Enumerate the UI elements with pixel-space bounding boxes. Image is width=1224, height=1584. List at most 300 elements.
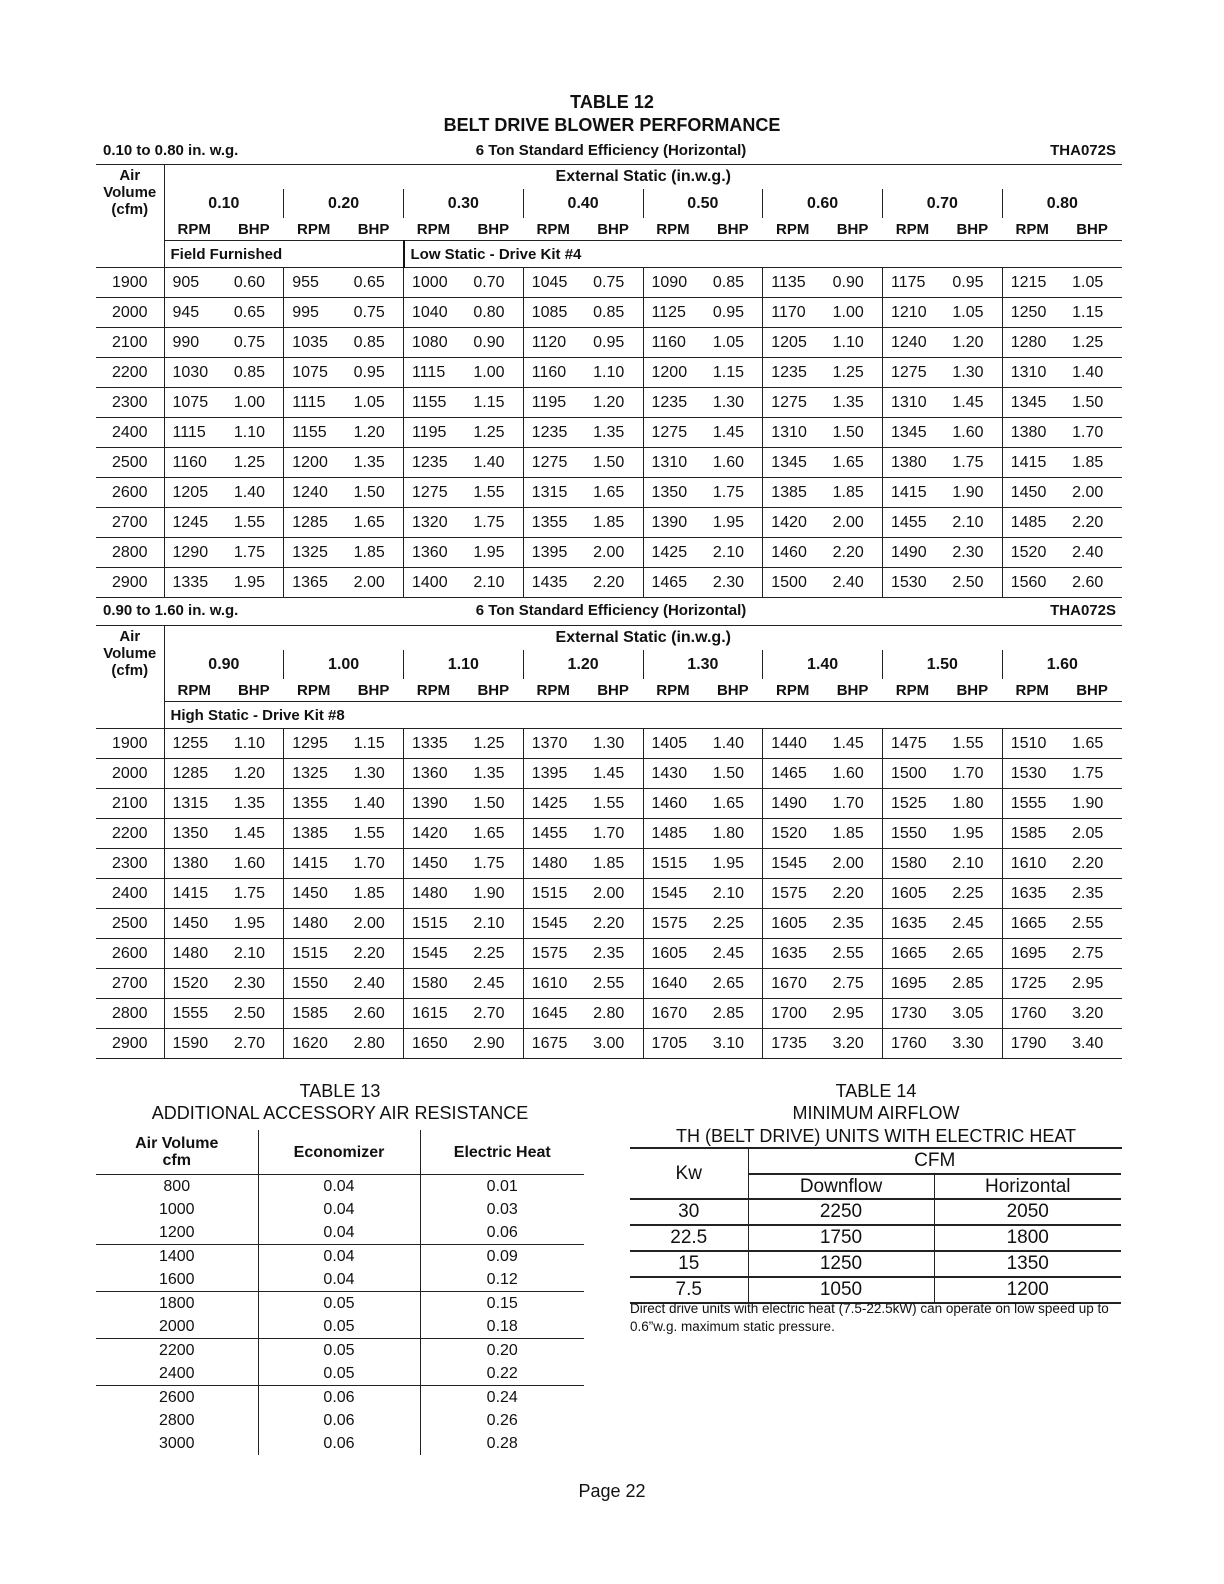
minimum-airflow-table: [630, 1149, 1121, 1304]
table-row: [96, 1198, 584, 1221]
static-header: 0.70: [883, 189, 1003, 218]
static-header: 0.40: [523, 189, 643, 218]
bhp-cell: 3.10: [703, 1029, 763, 1059]
rpm-cell: 995: [284, 298, 344, 328]
bhp-cell: 1.30: [344, 759, 404, 789]
bhp-cell: 2.00: [344, 909, 404, 939]
economizer-cell: 0.05: [258, 1292, 420, 1316]
rpm-cell: 1450: [284, 879, 344, 909]
bhp-cell: 1.70: [583, 819, 643, 849]
bhp-cell: 1.00: [823, 298, 883, 328]
section2-range: 0.90 to 1.60 in. w.g.: [103, 602, 239, 619]
electric-heat-cell: 0.18: [420, 1315, 584, 1339]
bhp-cell: 1.20: [583, 388, 643, 418]
rpm-header: RPM: [536, 220, 570, 238]
bhp-cell: 1.45: [942, 388, 1002, 418]
rpm-cell: 1620: [284, 1029, 344, 1059]
rpm-cell: 905: [164, 268, 224, 298]
rpm-cell: 1405: [643, 729, 703, 759]
bhp-cell: 1.85: [344, 538, 404, 568]
accessory-resistance-table: [96, 1130, 584, 1455]
table-row: [96, 388, 1122, 418]
rpm-cell: 1380: [883, 448, 943, 478]
bhp-cell: 1.55: [224, 508, 284, 538]
cfm-cell: 2100: [96, 328, 164, 358]
rpm-cell: 1605: [763, 909, 823, 939]
rpm-cell: 1585: [284, 999, 344, 1029]
bhp-cell: 1.10: [224, 418, 284, 448]
rpm-cell: 1575: [523, 939, 583, 969]
rpm-cell: 1475: [883, 729, 943, 759]
table-row: [96, 268, 1122, 298]
bhp-cell: 1.85: [1062, 448, 1122, 478]
horizontal-header: Horizontal: [934, 1174, 1121, 1199]
bhp-cell: 2.00: [823, 508, 883, 538]
rpm-cell: 1605: [643, 939, 703, 969]
bhp-cell: 1.20: [942, 328, 1002, 358]
rpm-cell: 1515: [523, 879, 583, 909]
bhp-cell: 1.60: [942, 418, 1002, 448]
rpm-cell: 1235: [643, 388, 703, 418]
downflow-cell: 1050: [748, 1277, 934, 1303]
bhp-cell: 3.30: [942, 1029, 1002, 1059]
cfm-cell: 1900: [96, 729, 164, 759]
cfm-header: CFM: [748, 1149, 1121, 1174]
rpm-cell: 1575: [643, 909, 703, 939]
section1-range: 0.10 to 0.80 in. w.g.: [103, 142, 239, 159]
table-row: [96, 939, 1122, 969]
rpm-cell: 1700: [763, 999, 823, 1029]
rpm-cell: 1345: [763, 448, 823, 478]
rpm-cell: 1605: [883, 879, 943, 909]
table-row: [96, 418, 1122, 448]
table-row: [96, 1245, 584, 1269]
rpm-cell: 1580: [883, 849, 943, 879]
bhp-cell: 1.15: [703, 358, 763, 388]
cfm-cell: 2400: [96, 418, 164, 448]
rpm-header: RPM: [416, 220, 451, 238]
bhp-cell: 1.20: [224, 759, 284, 789]
bhp-cell: 0.95: [942, 268, 1002, 298]
rpm-cell: 1440: [763, 729, 823, 759]
rpm-cell: 1335: [404, 729, 464, 759]
bhp-header: BHP: [357, 220, 390, 238]
kw-cell: 15: [630, 1251, 748, 1277]
rpm-header: RPM: [776, 681, 810, 699]
bhp-cell: 2.35: [583, 939, 643, 969]
rpm-cell: 1205: [164, 478, 224, 508]
rpm-cell: 1345: [883, 418, 943, 448]
electric-heat-cell: 0.06: [420, 1221, 584, 1245]
rpm-cell: 1235: [763, 358, 823, 388]
rpm-cell: 1480: [523, 849, 583, 879]
external-static-header: External Static (in.w.g.): [164, 626, 1122, 651]
electric-heat-cell: 0.15: [420, 1292, 584, 1316]
rpm-header: RPM: [536, 681, 570, 699]
bhp-cell: 1.05: [942, 298, 1002, 328]
bhp-cell: 2.30: [224, 969, 284, 999]
cfm-cell: 2400: [96, 879, 164, 909]
table-row: [96, 1268, 584, 1292]
bhp-cell: 1.75: [703, 478, 763, 508]
cfm-cell: 2800: [96, 538, 164, 568]
bhp-cell: 1.90: [463, 879, 523, 909]
rpm-cell: 1500: [763, 568, 823, 598]
rpm-cell: 1580: [404, 969, 464, 999]
bhp-cell: 1.60: [823, 759, 883, 789]
rpm-cell: 1285: [284, 508, 344, 538]
section1-model: THA072S: [1050, 142, 1116, 159]
bhp-cell: 1.15: [1062, 298, 1122, 328]
bhp-cell: 1.65: [1062, 729, 1122, 759]
bhp-cell: 0.90: [463, 328, 523, 358]
bhp-cell: 2.10: [703, 538, 763, 568]
cfm-cell: 2000: [96, 1315, 258, 1339]
horizontal-cell: 1350: [934, 1251, 1121, 1277]
bhp-cell: 2.70: [224, 1029, 284, 1059]
rpm-cell: 1380: [164, 849, 224, 879]
bhp-cell: 1.25: [463, 418, 523, 448]
bhp-cell: 2.85: [703, 999, 763, 1029]
bhp-cell: 2.20: [823, 538, 883, 568]
bhp-cell: 3.00: [583, 1029, 643, 1059]
table-row: [96, 1362, 584, 1386]
rpm-cell: 1160: [643, 328, 703, 358]
rpm-cell: 1485: [643, 819, 703, 849]
static-header: 0.10: [208, 194, 240, 212]
rpm-header: RPM: [177, 220, 211, 238]
bhp-cell: 2.00: [344, 568, 404, 598]
table-row: [96, 568, 1122, 598]
rpm-cell: 1665: [883, 939, 943, 969]
rpm-cell: 1275: [523, 448, 583, 478]
bhp-cell: 2.20: [1062, 508, 1122, 538]
bhp-cell: 1.85: [823, 478, 883, 508]
rpm-cell: 1235: [523, 418, 583, 448]
rpm-cell: 1500: [883, 759, 943, 789]
rpm-cell: 1415: [164, 879, 224, 909]
rpm-cell: 1420: [404, 819, 464, 849]
kit-field-furnished: Field Furnished: [164, 241, 404, 268]
bhp-cell: 2.55: [1062, 909, 1122, 939]
bhp-header: BHP: [597, 220, 629, 238]
bhp-cell: 2.00: [583, 538, 643, 568]
electric-heat-cell: 0.20: [420, 1339, 584, 1363]
rpm-cell: 1290: [164, 538, 224, 568]
bhp-cell: 2.10: [942, 508, 1002, 538]
section2-bar: [100, 600, 1122, 620]
bhp-cell: 1.95: [703, 849, 763, 879]
cfm-cell: 2300: [96, 388, 164, 418]
rpm-cell: 1255: [164, 729, 224, 759]
rpm-header: RPM: [177, 681, 211, 699]
economizer-cell: 0.05: [258, 1362, 420, 1386]
rpm-cell: 1075: [284, 358, 344, 388]
rpm-cell: 1350: [164, 819, 224, 849]
bhp-cell: 2.30: [703, 568, 763, 598]
bhp-cell: 1.40: [1062, 358, 1122, 388]
bhp-cell: 2.25: [942, 879, 1002, 909]
bhp-cell: 1.40: [703, 729, 763, 759]
table-row: [96, 358, 1122, 388]
rpm-cell: 1170: [763, 298, 823, 328]
rpm-cell: 1545: [523, 909, 583, 939]
bhp-cell: 1.20: [344, 418, 404, 448]
page-number: Page 22: [578, 1481, 646, 1501]
table-row: [96, 819, 1122, 849]
table-row: [96, 1221, 584, 1245]
table-row: [630, 1251, 1121, 1277]
bhp-cell: 1.25: [463, 729, 523, 759]
bhp-cell: 1.40: [224, 478, 284, 508]
cfm-cell: 1200: [96, 1221, 258, 1245]
bhp-cell: 2.05: [1062, 819, 1122, 849]
rpm-cell: 1615: [404, 999, 464, 1029]
rpm-cell: 1425: [643, 538, 703, 568]
rpm-cell: 1310: [1002, 358, 1062, 388]
bhp-header: BHP: [1076, 220, 1108, 238]
rpm-cell: 1635: [883, 909, 943, 939]
table-row: [630, 1199, 1121, 1225]
rpm-cell: 1490: [763, 789, 823, 819]
rpm-cell: 1245: [164, 508, 224, 538]
bhp-cell: 1.10: [583, 358, 643, 388]
bhp-cell: 2.80: [583, 999, 643, 1029]
bhp-cell: 2.45: [942, 909, 1002, 939]
rpm-cell: 1555: [1002, 789, 1062, 819]
bhp-cell: 1.55: [344, 819, 404, 849]
bhp-cell: 1.30: [703, 388, 763, 418]
rpm-cell: 1450: [404, 849, 464, 879]
bhp-cell: 0.85: [583, 298, 643, 328]
bhp-header: BHP: [716, 681, 749, 699]
rpm-cell: 1155: [284, 418, 344, 448]
rpm-cell: 1235: [404, 448, 464, 478]
economizer-header: Economizer: [258, 1130, 420, 1175]
rpm-cell: 1370: [523, 729, 583, 759]
bhp-cell: 2.95: [823, 999, 883, 1029]
rpm-cell: 1310: [883, 388, 943, 418]
rpm-cell: 1325: [284, 538, 344, 568]
bhp-cell: 0.85: [224, 358, 284, 388]
table-row: [96, 1386, 584, 1410]
table-row: [96, 999, 1122, 1029]
rpm-cell: 1450: [1002, 478, 1062, 508]
rpm-cell: 1275: [883, 358, 943, 388]
cfm-cell: 2000: [96, 298, 164, 328]
rpm-cell: 1545: [643, 879, 703, 909]
bhp-cell: 2.20: [823, 879, 883, 909]
rpm-cell: 1460: [763, 538, 823, 568]
rpm-cell: 1350: [643, 478, 703, 508]
table-row: [96, 789, 1122, 819]
static-header: 1.40: [763, 650, 883, 679]
rpm-cell: 1000: [404, 268, 464, 298]
rpm-cell: 1670: [643, 999, 703, 1029]
downflow-header: Downflow: [748, 1174, 934, 1199]
rpm-cell: 1735: [763, 1029, 823, 1059]
cfm-cell: 2600: [96, 478, 164, 508]
rpm-header: RPM: [656, 220, 690, 238]
bhp-cell: 1.25: [823, 358, 883, 388]
rpm-cell: 1295: [284, 729, 344, 759]
rpm-cell: 1195: [404, 418, 464, 448]
bhp-cell: 2.55: [583, 969, 643, 999]
rpm-cell: 1400: [404, 568, 464, 598]
rpm-cell: 1200: [643, 358, 703, 388]
rpm-cell: 1320: [404, 508, 464, 538]
bhp-cell: 2.20: [583, 568, 643, 598]
rpm-cell: 955: [284, 268, 344, 298]
rpm-header: RPM: [297, 220, 331, 238]
rpm-cell: 1175: [883, 268, 943, 298]
bhp-cell: 0.95: [703, 298, 763, 328]
bhp-cell: 1.50: [583, 448, 643, 478]
rpm-cell: 1650: [404, 1029, 464, 1059]
static-header: 1.10: [404, 650, 524, 679]
bhp-cell: 1.35: [583, 418, 643, 448]
rpm-cell: 1135: [763, 268, 823, 298]
bhp-cell: 1.90: [942, 478, 1002, 508]
bhp-cell: 1.05: [1062, 268, 1122, 298]
rpm-cell: 1450: [164, 909, 224, 939]
bhp-cell: 2.10: [463, 909, 523, 939]
table-row: [96, 1175, 584, 1199]
cfm-cell: 2000: [96, 759, 164, 789]
bhp-cell: 1.95: [224, 909, 284, 939]
bhp-cell: 0.95: [583, 328, 643, 358]
table-row: [96, 729, 1122, 759]
rpm-cell: 1420: [763, 508, 823, 538]
static-header: 1.30: [643, 650, 763, 679]
bhp-cell: 1.65: [823, 448, 883, 478]
bhp-cell: 2.50: [224, 999, 284, 1029]
rpm-cell: 1465: [643, 568, 703, 598]
rpm-header: RPM: [297, 681, 331, 699]
rpm-header: RPM: [416, 681, 451, 699]
rpm-cell: 1530: [883, 568, 943, 598]
bhp-header: BHP: [956, 220, 989, 238]
table-row: [96, 969, 1122, 999]
bhp-cell: 0.65: [344, 268, 404, 298]
rpm-cell: 1360: [404, 759, 464, 789]
table-row: [96, 879, 1122, 909]
bhp-cell: 0.60: [224, 268, 284, 298]
rpm-cell: 1575: [763, 879, 823, 909]
rpm-cell: 1155: [404, 388, 464, 418]
rpm-cell: 1090: [643, 268, 703, 298]
cfm-cell: 2600: [96, 939, 164, 969]
bhp-cell: 1.10: [224, 729, 284, 759]
bhp-cell: 0.80: [463, 298, 523, 328]
cfm-cell: 2700: [96, 969, 164, 999]
bhp-cell: 1.85: [583, 849, 643, 879]
bhp-cell: 1.65: [463, 819, 523, 849]
external-static-header: External Static (in.w.g.): [164, 165, 1122, 190]
rpm-cell: 1080: [404, 328, 464, 358]
bhp-cell: 1.50: [703, 759, 763, 789]
cfm-cell: 1900: [96, 268, 164, 298]
rpm-cell: 1635: [763, 939, 823, 969]
bhp-cell: 1.50: [463, 789, 523, 819]
rpm-cell: 1460: [643, 789, 703, 819]
bhp-cell: 2.55: [823, 939, 883, 969]
table14-title2: TH (BELT DRIVE) UNITS WITH ELECTRIC HEAT: [630, 1125, 1122, 1149]
bhp-cell: 0.85: [703, 268, 763, 298]
rpm-cell: 1120: [523, 328, 583, 358]
table-row: [96, 849, 1122, 879]
bhp-cell: 2.70: [463, 999, 523, 1029]
rpm-cell: 1480: [164, 939, 224, 969]
bhp-cell: 1.60: [703, 448, 763, 478]
electric-heat-cell: 0.03: [420, 1198, 584, 1221]
bhp-cell: 1.00: [463, 358, 523, 388]
electric-heat-cell: 0.24: [420, 1386, 584, 1410]
bhp-cell: 1.75: [224, 538, 284, 568]
bhp-cell: 1.70: [823, 789, 883, 819]
bhp-cell: 1.45: [703, 418, 763, 448]
bhp-cell: 1.40: [344, 789, 404, 819]
bhp-header: BHP: [357, 681, 390, 699]
bhp-cell: 2.25: [703, 909, 763, 939]
bhp-cell: 1.75: [1062, 759, 1122, 789]
rpm-cell: 1285: [164, 759, 224, 789]
cfm-cell: 2900: [96, 568, 164, 598]
bhp-cell: 1.50: [344, 478, 404, 508]
bhp-header: BHP: [956, 681, 989, 699]
bhp-cell: 1.90: [1062, 789, 1122, 819]
rpm-cell: 1315: [523, 478, 583, 508]
rpm-cell: 1275: [643, 418, 703, 448]
bhp-cell: 1.40: [463, 448, 523, 478]
bhp-cell: 2.10: [224, 939, 284, 969]
bhp-cell: 1.75: [463, 849, 523, 879]
bhp-cell: 1.70: [942, 759, 1002, 789]
rpm-cell: 1790: [1002, 1029, 1062, 1059]
rpm-cell: 1670: [763, 969, 823, 999]
bhp-cell: 1.70: [1062, 418, 1122, 448]
cfm-cell: 2600: [158, 1388, 195, 1406]
table-row: [96, 1029, 1122, 1059]
rpm-cell: 1355: [284, 789, 344, 819]
cfm-cell: 1800: [158, 1294, 195, 1312]
bhp-cell: 1.65: [583, 478, 643, 508]
bhp-cell: 2.75: [1062, 939, 1122, 969]
air-volume-header: Air Volume cfm: [96, 1130, 258, 1175]
electric-heat-cell: 0.28: [420, 1432, 584, 1455]
downflow-cell: 2250: [748, 1199, 934, 1225]
rpm-cell: 1040: [404, 298, 464, 328]
rpm-cell: 1515: [643, 849, 703, 879]
bhp-cell: 1.25: [224, 448, 284, 478]
horizontal-cell: 1200: [934, 1277, 1121, 1303]
bhp-cell: 1.95: [703, 508, 763, 538]
rpm-cell: 1555: [164, 999, 224, 1029]
table-row: [96, 1409, 584, 1432]
table-row: [96, 1432, 584, 1455]
rpm-cell: 1525: [883, 789, 943, 819]
rpm-cell: 1385: [284, 819, 344, 849]
rpm-cell: 1520: [164, 969, 224, 999]
rpm-cell: 1490: [883, 538, 943, 568]
rpm-cell: 1395: [523, 538, 583, 568]
static-header: 0.60: [763, 189, 883, 218]
rpm-cell: 1760: [883, 1029, 943, 1059]
electric-heat-cell: 0.09: [420, 1245, 584, 1269]
rpm-cell: 1325: [284, 759, 344, 789]
rpm-cell: 1545: [404, 939, 464, 969]
bhp-cell: 2.35: [1062, 879, 1122, 909]
